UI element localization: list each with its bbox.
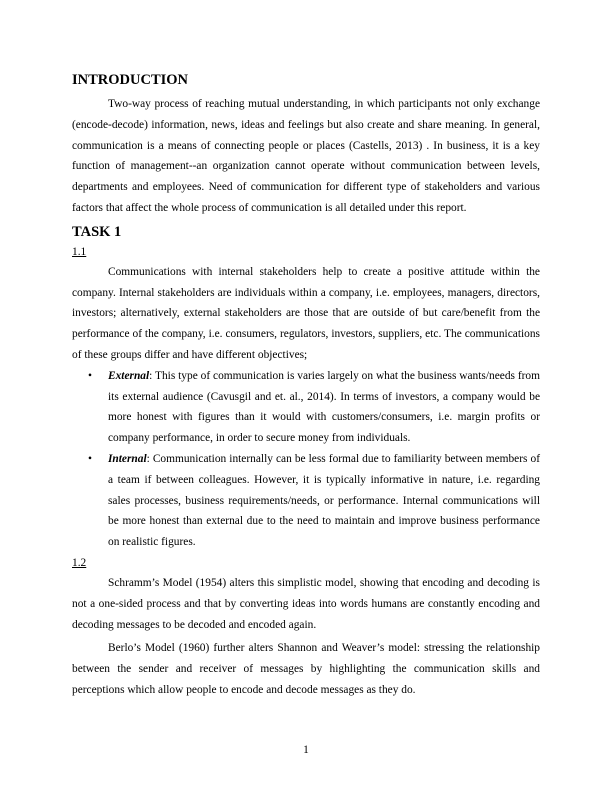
document-page <box>72 70 540 701</box>
bullet-icon: • <box>88 452 92 465</box>
list-item-internal <box>72 449 540 553</box>
introduction-heading: INTRODUCTION <box>72 72 189 88</box>
bullet-text: : Communication internally can be less formal due to familiarity between members of a team if between colleagues. However, it is typically informative in nature, i.e. regarding sales processes, business requirements/needs, or performance. Internal communications will be more honest than external due to the need to maintain and improve business performance on realistic figures. <box>108 452 540 549</box>
stakeholder-bullet-list <box>72 366 540 553</box>
introduction-paragraph: Two-way process of reaching mutual understanding, in which participants not only exchange (encode-decode) information, news, ideas and feelings but also create and share meaning. In general, communication is a means of connecting people or places (Castells, 2013) . In business, it is a key function of management--an organization cannot operate without communication between levels, departments and employees. Need of communication for different type of stakeholders and various factors that affect the whole process of communication is all detailed under this report. <box>72 98 540 214</box>
task-1-heading: TASK 1 <box>72 223 122 240</box>
bullet-icon: • <box>88 369 92 382</box>
section-1-1-paragraph: Communications with internal stakeholders help to create a positive attitude within the company. Internal stakeholders are individuals within a company, i.e. employees, managers, directors, investors; alternatively, external stakeholders are those that are outside of but care/benefit from the performance of the company, i.e. consumers, regulators, investors, suppliers, etc. The communications of these groups differ and have different objectives; <box>72 265 540 361</box>
bullet-text: : This type of communication is varies largely on what the business wants/needs from its external audience (Cavusgil and et. al., 2014). In terms of investors, a company would be more honest with figures than it would with customers/consumers, i.e. margin profits or company performance, in order to secure money from individuals. <box>108 369 540 445</box>
berlo-model-paragraph: Berlo’s Model (1960) further alters Shannon and Weaver’s model: stressing the relationship between the sender and receiver of messages by highlighting the communication skills and perceptions which allow people to encode and decode messages as they do. <box>72 642 540 696</box>
schramm-model-paragraph: Schramm’s Model (1954) alters this simplistic model, showing that encoding and decoding is not a one-sided process and that by converting ideas into words humans are constantly encoding and decoding messages to be decoded and encoded again. <box>72 576 540 631</box>
section-1-2-label: 1.2 <box>72 556 87 569</box>
bullet-term: External <box>108 369 150 382</box>
page-number: 1 <box>303 744 309 756</box>
section-1-1-label: 1.1 <box>72 245 87 258</box>
bullet-term: Internal <box>108 452 147 465</box>
list-item-external <box>72 366 540 449</box>
